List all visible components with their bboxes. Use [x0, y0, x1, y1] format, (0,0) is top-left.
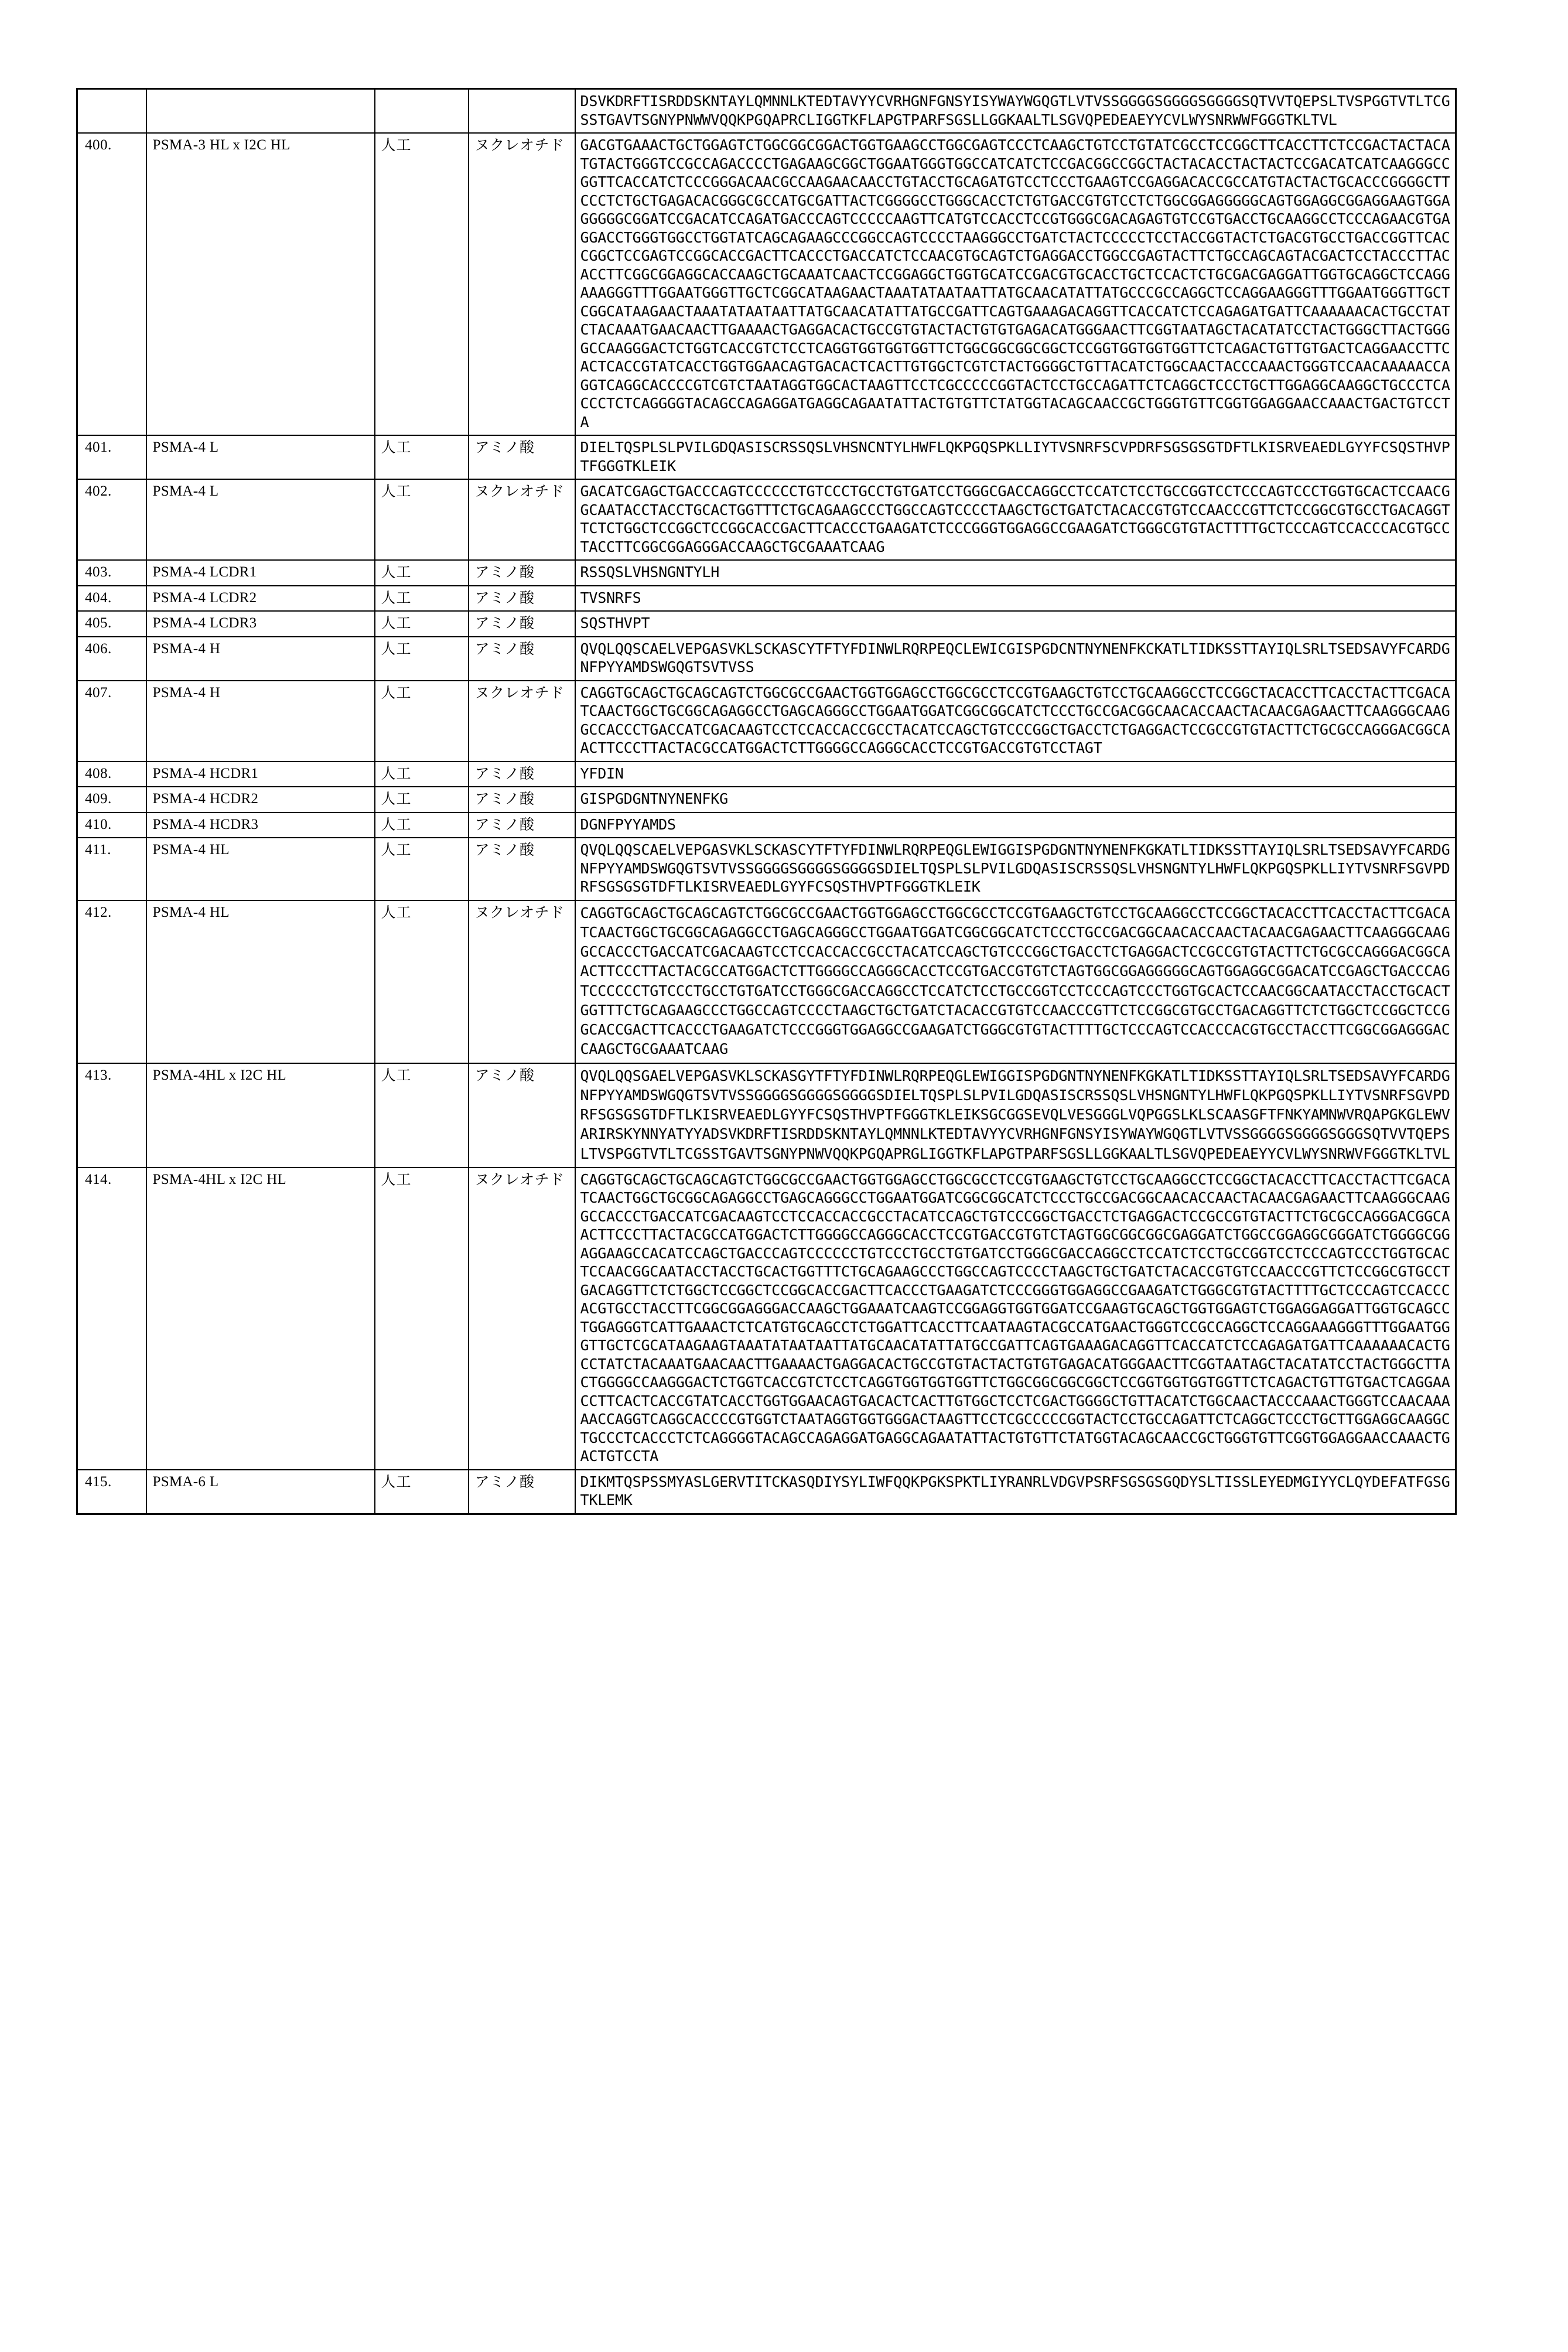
cell-organism: 人工 — [375, 1470, 469, 1514]
cell-sequence: DSVKDRFTISRDDSKNTAYLQMNNLKTEDTAVYYCVRHGNFGNSYISYWAYWGQGTLVTVSSGGGGSGGGGSGGGGSQTVVTQEPSLTVSPGGTVTLTCGSSTGAVTSGNYPNWWVQQKPGQAPRCLIGGTKFLAPGTPARFSGSLLGGKAALTLSGVQPEDEAEYYCVLWYSNRWWFGGGTKLTVL — [575, 89, 1456, 134]
cell-molecule-type — [469, 89, 575, 134]
table-row — [77, 1063, 1456, 1168]
cell-organism: 人工 — [375, 1063, 469, 1168]
cell-sequence: GISPGDGNTNYNENFKG — [575, 787, 1456, 813]
table-row — [77, 611, 1456, 637]
cell-seq-number: 401. — [77, 435, 146, 479]
cell-seq-number: 406. — [77, 637, 146, 681]
cell-seq-name: PSMA-4 HL — [146, 838, 375, 900]
cell-seq-name: PSMA-4 HCDR1 — [146, 762, 375, 787]
cell-molecule-type: アミノ酸 — [469, 762, 575, 787]
table-row — [77, 1470, 1456, 1514]
table-row — [77, 133, 1456, 435]
table-row — [77, 762, 1456, 787]
cell-molecule-type: アミノ酸 — [469, 586, 575, 612]
cell-organism: 人工 — [375, 611, 469, 637]
cell-organism: 人工 — [375, 586, 469, 612]
cell-seq-number: 403. — [77, 560, 146, 586]
table-row — [77, 586, 1456, 612]
cell-seq-number: 400. — [77, 133, 146, 435]
cell-molecule-type: ヌクレオチド — [469, 133, 575, 435]
cell-seq-number: 415. — [77, 1470, 146, 1514]
cell-organism: 人工 — [375, 787, 469, 813]
cell-organism: 人工 — [375, 133, 469, 435]
cell-seq-number: 412. — [77, 900, 146, 1063]
cell-organism: 人工 — [375, 479, 469, 560]
cell-seq-number: 405. — [77, 611, 146, 637]
cell-molecule-type: アミノ酸 — [469, 637, 575, 681]
cell-seq-name: PSMA-4 H — [146, 681, 375, 762]
cell-seq-name: PSMA-4 HL — [146, 900, 375, 1063]
cell-organism: 人工 — [375, 435, 469, 479]
cell-seq-number: 410. — [77, 813, 146, 838]
cell-molecule-type: アミノ酸 — [469, 787, 575, 813]
cell-molecule-type: アミノ酸 — [469, 1063, 575, 1168]
cell-molecule-type: アミノ酸 — [469, 560, 575, 586]
cell-seq-number: 413. — [77, 1063, 146, 1168]
cell-seq-number — [77, 89, 146, 134]
cell-seq-number: 402. — [77, 479, 146, 560]
cell-sequence: QVQLQQSGAELVEPGASVKLSCKASGYTFTYFDINWLRQRPEQGLEWIGGISPGDGNTNYNENFKGKATLTIDKSSTTAYIQLSRLTSEDSAVYFCARDGNFPYYAMDSWGQGTSVTVSSGGGGSGGGGSGGGGSDIELTQSPLSLPVILGDQASISCRSSQSLVHSNGNTYLHWFLQKPGQSPKLLIYTVSNRFSGVPDRFSGSGSGTDFTLKISRVEAEDLGYYFCSQSTHVPTFGGGTKLEIKSGCGGSEVQLVESGGGLVQPGGSLKLSCAASGFTFNKYAMNWVRQAPGKGLEWVARIRSKYNNYATYYADSVKDRFTISRDDSKNTAYLQMNNLKTEDTAVYYCVRHGNFGNSYISYWAYWGQGTLVTVSSGGGGSGGGGSGGGSQTVVTQEPSLTVSPGGTVTLTCGSSTGAVTSGNYPNWVQQKPGQAPRGLIGGTKFLAPGTPARFSGSLLGGKAALTLSGVQPEDEAEYYCVLWYSNRWVFGGGTKLTVL — [575, 1063, 1456, 1168]
cell-seq-name — [146, 89, 375, 134]
cell-molecule-type: ヌクレオチド — [469, 1168, 575, 1470]
cell-sequence: TVSNRFS — [575, 586, 1456, 612]
cell-molecule-type: アミノ酸 — [469, 838, 575, 900]
cell-seq-name: PSMA-4 HCDR2 — [146, 787, 375, 813]
cell-sequence: RSSQSLVHSNGNTYLH — [575, 560, 1456, 586]
cell-sequence: QVQLQQSCAELVEPGASVKLSCKASCYTFTYFDINWLRQRPEQCLEWICGISPGDCNTNYNENFKCKATLTIDKSSTTAYIQLSRLTSEDSAVYFCARDGNFPYYAMDSWGQGTSVTVSS — [575, 637, 1456, 681]
cell-seq-number: 404. — [77, 586, 146, 612]
cell-seq-name: PSMA-4 L — [146, 479, 375, 560]
cell-organism: 人工 — [375, 900, 469, 1063]
cell-sequence: QVQLQQSCAELVEPGASVKLSCKASCYTFTYFDINWLRQRPEQGLEWIGGISPGDGNTNYNENFKGKATLTIDKSSTTAYIQLSRLTSEDSAVYFCARDGNFPYYAMDSWGQGTSVTVSSGGGGSGGGGSGGGGSDIELTQSPLSLPVILGDQASISCRSSQSLVHSNGNTYLHWFLQKPGQSPKLLIYTVSNRFSGVPDRFSGSGSGTDFTLKISRVEAEDLGYYFCSQSTHVPTFGGGTKLEIK — [575, 838, 1456, 900]
cell-organism: 人工 — [375, 1168, 469, 1470]
table-row — [77, 838, 1456, 900]
cell-seq-name: PSMA-6 L — [146, 1470, 375, 1514]
cell-sequence: CAGGTGCAGCTGCAGCAGTCTGGCGCCGAACTGGTGGAGCCTGGCGCCTCCGTGAAGCTGTCCTGCAAGGCCTCCGGCTACACCTTCACCTACTTCGACATCAACTGGCTGCGGCAGAGGCCTGAGCAGGGCCTGGAATGGATCGGCGGCATCTCCCTGCCGACGGCAACACCAACTACAACGAGAACTTCAAGGGCAAGGCCACCCTGACCATCGACAAGTCCTCCACCACCGCCTACATCCAGCTGTCCCGGCTGACCTCTGAGGACTCCGCCGTGTACTTCTGCGCCAGGGACGGCAACTTCCCTTACTACGCCATGGACTCTTGGGGCCAGGGCACCTCCGTGACCGTGTCCTAGT — [575, 681, 1456, 762]
cell-molecule-type: アミノ酸 — [469, 1470, 575, 1514]
cell-organism: 人工 — [375, 762, 469, 787]
cell-sequence: CAGGTGCAGCTGCAGCAGTCTGGCGCCGAACTGGTGGAGCCTGGCGCCTCCGTGAAGCTGTCCTGCAAGGCCTCCGGCTACACCTTCACCTACTTCGACATCAACTGGCTGCGGCAGAGGCCTGAGCAGGGCCTGGAATGGATCGGCGGCATCTCCCTGCCGACGGCAACACCAACTACAACGAGAACTTCAAGGGCAAGGCCACCCTGACCATCGACAAGTCCTCCACCACCGCCTACATCCAGCTGTCCCGGCTGACCTCTGAGGACTCCGCCGTGTACTTCTGCGCCAGGGACGGCAACTTCCCTTACTACGCCATGGACTCTTGGGGCCAGGGCACCTCCGTGACCGTGTCTAGTGGCGGAGGGGGCAGTGGAGGCGGACATCCGAGCTGACCCAGTCCCCCCTGTCCCTGCCTGTGATCCTGGGCGACCAGGCCTCCATCTCCTGCCGGTCCTCCCAGTCCCTGGTGCACTCCAACGGCAATACCTACCTGCACTGGTTTCTGCAGAAGCCCTGGCCAGTCCCCTAAGCTGCTGATCTACACCGTGTCCAACCCGTTCTCCGGCGTGCCTGACAGGTTCTCTGGCTCCGGCTCCGGCACCGACTTCACCCTGAAGATCTCCCGGGTGGAGGCCGAAGATCTGGGCGTGTACTTTTGCTCCCAGTCCACCCACGTGCCTACCTTCGGCGGAGGGACCAAGCTGCGAAATCAAG — [575, 900, 1456, 1063]
cell-sequence: YFDIN — [575, 762, 1456, 787]
cell-seq-number: 409. — [77, 787, 146, 813]
cell-molecule-type: アミノ酸 — [469, 813, 575, 838]
table-row — [77, 787, 1456, 813]
cell-molecule-type: ヌクレオチド — [469, 900, 575, 1063]
cell-molecule-type: ヌクレオチド — [469, 681, 575, 762]
cell-seq-name: PSMA-4 HCDR3 — [146, 813, 375, 838]
table-row — [77, 479, 1456, 560]
cell-sequence: CAGGTGCAGCTGCAGCAGTCTGGCGCCGAACTGGTGGAGCCTGGCGCCTCCGTGAAGCTGTCCTGCAAGGCCTCCGGCTACACCTTCACCTACTTCGACATCAACTGGCTGCGGCAGAGGCCTGAGCAGGGCCTGGAATGGATCGGCGGCATCTCCCTGCCGACGGCAACACCAACTACAACGAGAACTTCAAGGGCAAGGCCACCCTGACCATCGACAAGTCCTCCACCACCGCCTACATCCAGCTGTCCCGGCTGACCTCTGAGGACTCCGCCGTGTACTTCTGCGCCAGGGACGGCAACTTCCCTTACTACGCCATGGACTCTTGGGGCCAGGGCACCTCCGTGACCGTGTCTAGTGGCGGCGGCGAGGATCTGGCCGGAGGCGGGATCTGGGGCGGAGGAAGCCACATCCAGCTGACCCAGTCCCCCCTGTCCCTGCCTGTGATCCTGGGCGACCAGGCCTCCATCTCCTGCCGGTCCTCCCAGTCCCTGGTGCACTCCAACGGCAATACCTACCTGCACTGGTTTCTGCAGAAGCCCTGGCCAGTCCCCTAAGCTGCTGATCTACACCGTGTCCAACCCGTTCTCCGGCGTGCCTGACAGGTTCTCTGGCTCCGGCTCCGGCACCGACTTCACCCTGAAGATCTCCCGGGTGGAGGCCGAAGATCTGGGCGTGTACTTTTGCTCCCAGTCCACCCACGTGCCTACCTTCGGCGGAGGGACCAAGCTGGAAATCAAGTCCGGAGGTGGTGGATCCGAAGTGCAGCTGGTGGAGTCTGGAGGAGGATTGGTGCAGCCTGGAGGGTCATTGAAACTCTCATGTGCAGCCTCTGGATTCACCTTCAATAAGTACGCCATGAACTGGGTCCGCCAGGCTCCAGGAAAGGGTTTGGAATGGGTTGCTCGCATAAGAAGTAAATATAATAATTATGCAACATATTATGCCGATTCAGTGAAAGACAGGTTCACCATCTCCAGAGATGATTCAAAAAACACTGCCTATCTACAAATGAACAACTTGAAAACTGAGGACACTGCCGTGTACTACTGTGTGAGACATGGGAACTTCGGTAATAGCTACATATCCTACTGGGCTTACTGGGGCCAAGGGACTCTGGTCACCGTCTCCTCAGGTGGTGGTGGTTCTGGCGGCGGCGGCTCCGGTGGTGGTGGTTCTCAGACTGTTGTGACTCAGGAACCTTCACTCACCGTATCACCTGGTGGAACAGTGACACTCACTTGTGGCTCCTCGACTGGGGCTGTTACATCTGGCAACTACCCAAACTGGGTCCAACAAAAACCAGGTCAGGCACCCCGTGGTCTAATAGGTGGTGGGACTAAGTTCCTCGCCCCCGGTACTCCTGCCAGATTCTCAGGCTCCCTGCTTGGAGGCAAGGCTGCCCTCACCCTCTCAGGGGTACAGCCAGAGGATGAGGCAGAATATTACTGTGTTCTATGGTACAGCAACCGCTGGGTGTTCGGTGGAGGAACCAAACTGACTGTCCTA — [575, 1168, 1456, 1470]
cell-organism: 人工 — [375, 560, 469, 586]
cell-seq-name: PSMA-3 HL x I2C HL — [146, 133, 375, 435]
cell-sequence: DGNFPYYAMDS — [575, 813, 1456, 838]
table-body — [77, 89, 1456, 1514]
cell-organism: 人工 — [375, 838, 469, 900]
table-row — [77, 813, 1456, 838]
cell-organism: 人工 — [375, 681, 469, 762]
cell-sequence: DIELTQSPLSLPVILGDQASISCRSSQSLVHSNCNTYLHWFLQKPGQSPKLLIYTVSNRFSCVPDRFSGSGSGTDFTLKISRVEAEDLGYYFCSQSTHVPTFGGGTKLEIK — [575, 435, 1456, 479]
cell-molecule-type: アミノ酸 — [469, 435, 575, 479]
table-row — [77, 560, 1456, 586]
cell-molecule-type: ヌクレオチド — [469, 479, 575, 560]
cell-sequence: SQSTHVPT — [575, 611, 1456, 637]
cell-organism — [375, 89, 469, 134]
cell-seq-name: PSMA-4 LCDR2 — [146, 586, 375, 612]
cell-seq-name: PSMA-4 H — [146, 637, 375, 681]
cell-seq-name: PSMA-4HL x I2C HL — [146, 1063, 375, 1168]
cell-seq-name: PSMA-4 LCDR1 — [146, 560, 375, 586]
cell-sequence: DIKMTQSPSSMYASLGERVTITCKASQDIYSYLIWFQQKPGKSPKTLIYRANRLVDGVPSRFSGSGSGQDYSLTISSLEYEDMGIYYCLQYDEFATFGSGTKLEMK — [575, 1470, 1456, 1514]
cell-seq-number: 407. — [77, 681, 146, 762]
cell-seq-name: PSMA-4HL x I2C HL — [146, 1168, 375, 1470]
table-row — [77, 89, 1456, 134]
cell-seq-name: PSMA-4 L — [146, 435, 375, 479]
table-row — [77, 435, 1456, 479]
cell-seq-name: PSMA-4 LCDR3 — [146, 611, 375, 637]
cell-sequence: GACATCGAGCTGACCCAGTCCCCCCTGTCCCTGCCTGTGATCCTGGGCGACCAGGCCTCCATCTCCTGCCGGTCCTCCCAGTCCCTGGTGCACTCCAACGGCAATACCTACCTGCACTGGTTTCTGCAGAAGCCCTGGCCAGTCCCCTAAGCTGCTGATCTACACCGTGTCCAACCCGTTCTCCGGCGTGCCTGACAGGTTCTCTGGCTCCGGCTCCGGCACCGACTTCACCCTGAAGATCTCCCGGGTGGAGGCCGAAGATCTGGGCGTGTACTTTTGCTCCCAGTCCACCCACGTGCCTACCTTCGGCGGAGGGACCAAGCTGCGAAATCAAG — [575, 479, 1456, 560]
cell-sequence: GACGTGAAACTGCTGGAGTCTGGCGGCGGACTGGTGAAGCCTGGCGAGTCCCTCAAGCTGTCCTGTATCGCCTCCGGCTTCACCTTCTCCGACTACTACATGTACTGGGTCCGCCAGACCCCTGAGAAGCGGCTGGAATGGGTGGCCATCATCTCCGACGGCCGGCTACTACACCTACTACTCCGACATCATCAAGGGCCGGTTCACCATCTCCCGGGACAACGCCAAGAACAACCTGTACCTGCAGATGTCCTCCCTGAAGTCCGAGGACACCGCCATGTACTACTGCACCCGGGGCTTCCCTCTGCTGAGACACGGGCGCCATGCGATTACTCGGGGCCTGGGCACCTCTGTGACCGTGTCCTCTGGCGGAGGGGGCAGTGGAGGCGGAGGAAGTGGAGGGGGCGGATCCGACATCCAGATGACCCAGTCCCCCAAGTTCATGTCCACCTCCGTGGGCGACAGAGTGTCCGTGACCTGCAAGGCCTCCCAGAACGTGAGGACCTGGGTGGCCTGGTATCAGCAGAAGCCCGGCCAGTCCCCTAAGGGCCTGATCTACTCCCCCTCCTACCGGTACTCTGACGTGCCTGACCGGTTCACCGGCTCCGAGTCCGGCACCGACTTCACCCTGACCATCTCCAACGTGCAGTCTGAGGACCTGGCCGAGTACTTCTGCCAGCAGTACGACTCCTACCCTTACACCTTCGGCGGAGGCACCAAGCTGCAAATCAACTCCGGAGGCTGGTGCATCCGACGTGCACCTGCTCCACTCTGCGACGAGGATTGGTGCAGGCTCCAGGAAAGGGTTTGGAATGGGTTGCTCGGCATAAGAACTAAATATAATAATTATGCAACATATTATGCCCGCCAGGCTCCAGGAAGGGTTTGGAATGGGTTGCTCGGCATAAGAACTAAATATAATAATTATGCAACATATTATGCCGATTCAGTGAAAGACAGGTTCACCATCTCCAGAGATGATTCAAAAAACACTGCCTATCTACAAATGAACAACTTGAAAACTGAGGACACTGCCGTGTACTACTGTGTGAGACATGGGAACTTCGGTAATAGCTACATATCCTACTGGGCTTACTGGGGCCAAGGGACTCTGGTCACCGTCTCCTCAGGTGGTGGTGGTTCTGGCGGCGGCGGCTCCGGTGGTGGTGGTTCTCAGACTGTTGTGACTCAGGAACCTTCACTCACCGTATCACCTGGTGGAACAGTGACACTCACTTGTGGCTCGTCTACTGGGGCTGTTACATCTGGCAACTACCCAAACTGGGTCCAACAAAAACCAGGTCAGGCACCCCGTCGTCTAATAGGTGGCACTAAGTTCCTCGCCCCCGGTACTCCTGCCAGATTCTCAGGCTCCCTGCTTGGAGGCAAGGCTGCCCTCACCCTCTCAGGGGTACAGCCAGAGGATGAGGCAGAATATTACTGTGTTCTATGGTACAGCAACCGCTGGGTGTTCGGTGGAGGAACCAAACTGACTGTCCTA — [575, 133, 1456, 435]
cell-molecule-type: アミノ酸 — [469, 611, 575, 637]
cell-seq-number: 414. — [77, 1168, 146, 1470]
cell-organism: 人工 — [375, 637, 469, 681]
cell-seq-number: 408. — [77, 762, 146, 787]
sequence-listing-table — [76, 88, 1457, 1515]
cell-organism: 人工 — [375, 813, 469, 838]
table-row — [77, 1168, 1456, 1470]
table-row — [77, 637, 1456, 681]
table-row — [77, 681, 1456, 762]
cell-seq-number: 411. — [77, 838, 146, 900]
table-row — [77, 900, 1456, 1063]
